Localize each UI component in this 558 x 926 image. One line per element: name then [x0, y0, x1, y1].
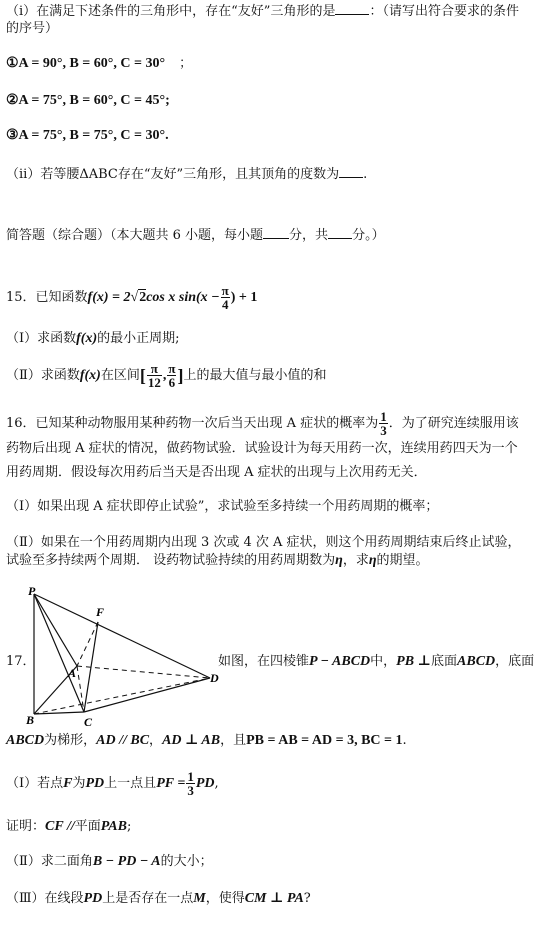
q17-line2: ABCD为梯形，AD // BC，AD ⊥ AB，且PB = AB = AD = 3, BC = 1.	[6, 733, 407, 748]
q17-num: 17．	[6, 654, 36, 669]
q15-part1: （Ⅰ）求函数f(x)的最小正周期;	[6, 331, 180, 346]
q16-line2: 药物后出现 A 症状的情况，做药物试验．试验设计为每天用药一次，连续用药四天为一个	[6, 441, 518, 456]
label-F: F	[96, 605, 105, 619]
label-C: C	[84, 715, 93, 726]
score-blank[interactable]	[263, 226, 289, 239]
pi-over-4: $\frac{\pi}{4}$	[221, 283, 229, 312]
cond-question-line1: （i）在满足下述条件的三角形中，存在“友好”三角形的是 ：（请写出符合要求的条件	[6, 4, 519, 19]
one-third-2: $\frac{1}{3}$	[187, 769, 194, 798]
q16-part1: （Ⅰ）如果出现 A 症状即停止试验”，求试验至多持续一个用药周期的概率；	[6, 499, 439, 514]
q17-part1: （Ⅰ）若点F为PD上一点且PF = $\frac{1}{3}$ PD,	[6, 769, 219, 798]
pi-over-12: $\frac{\pi}{12}$	[147, 361, 161, 390]
label-P: P	[28, 586, 36, 598]
answer-blank[interactable]	[335, 2, 369, 15]
q16-part2-b: 试验至多持续两个周期． 设药物试验持续的用药周期数为η，求η的期望。	[6, 553, 429, 568]
q17-proof: 证明：CF //平面PAB;	[6, 819, 132, 834]
q17-part3: （Ⅲ）在线段PD上是否存在一点M，使得CM ⊥ PA?	[6, 891, 311, 906]
q17-part2: （Ⅱ）求二面角B − PD − A的大小；	[6, 854, 213, 869]
label-B: B	[26, 713, 35, 726]
option-2: ②A = 75°, B = 60°, C = 45°;	[6, 93, 170, 108]
option-3: ③A = 75°, B = 75°, C = 30°.	[6, 128, 169, 143]
label-A: A	[68, 666, 77, 680]
cond-question-line2: 的序号）	[6, 21, 59, 36]
q15-stem: 15．已知函数f(x) = 2√2cos x sin(x − $\frac{\pi}{4}$ ) + 1	[6, 283, 258, 312]
q16-line1: 16．已知某种动物服用某种药物一次后当天出现 A 症状的概率为 $\frac{1}{3}$ ．为了研究连续服用该	[6, 409, 519, 438]
pyramid-figure	[22, 586, 226, 726]
q17-line1: 如图，在四棱锥P − ABCD中，PB ⊥底面ABCD，底面	[218, 654, 535, 669]
total-blank[interactable]	[328, 226, 352, 239]
q16-line3: 用药周期．假设每次用药后当天是否出现 A 症状的出现与上次用药无关．	[6, 465, 427, 480]
q16-part2-a: （Ⅱ）如果在一个用药周期内出现 3 次或 4 次 A 症状，则这个用药周期结束后终止试验，	[6, 535, 521, 550]
q15-part2: （Ⅱ）求函数f(x)在区间[ $\frac{\pi}{12}$ , $\frac{\pi}{6}$ ]上的最大值与最小值的和	[6, 361, 327, 390]
part-ii-question: （ii）若等腰ΔABC存在“友好”三角形，且其顶角的度数为 .	[6, 167, 368, 182]
one-third: $\frac{1}{3}$	[380, 409, 387, 438]
option-1: ①A = 90°, B = 60°, C = 30° ；	[6, 56, 193, 71]
pi-over-6: $\frac{\pi}{6}$	[168, 361, 176, 390]
section-header: 简答题（综合题）（本大题共 6 小题，每小题 分，共 分。）	[6, 228, 385, 243]
label-D: D	[210, 671, 219, 685]
answer-blank[interactable]	[339, 165, 363, 178]
